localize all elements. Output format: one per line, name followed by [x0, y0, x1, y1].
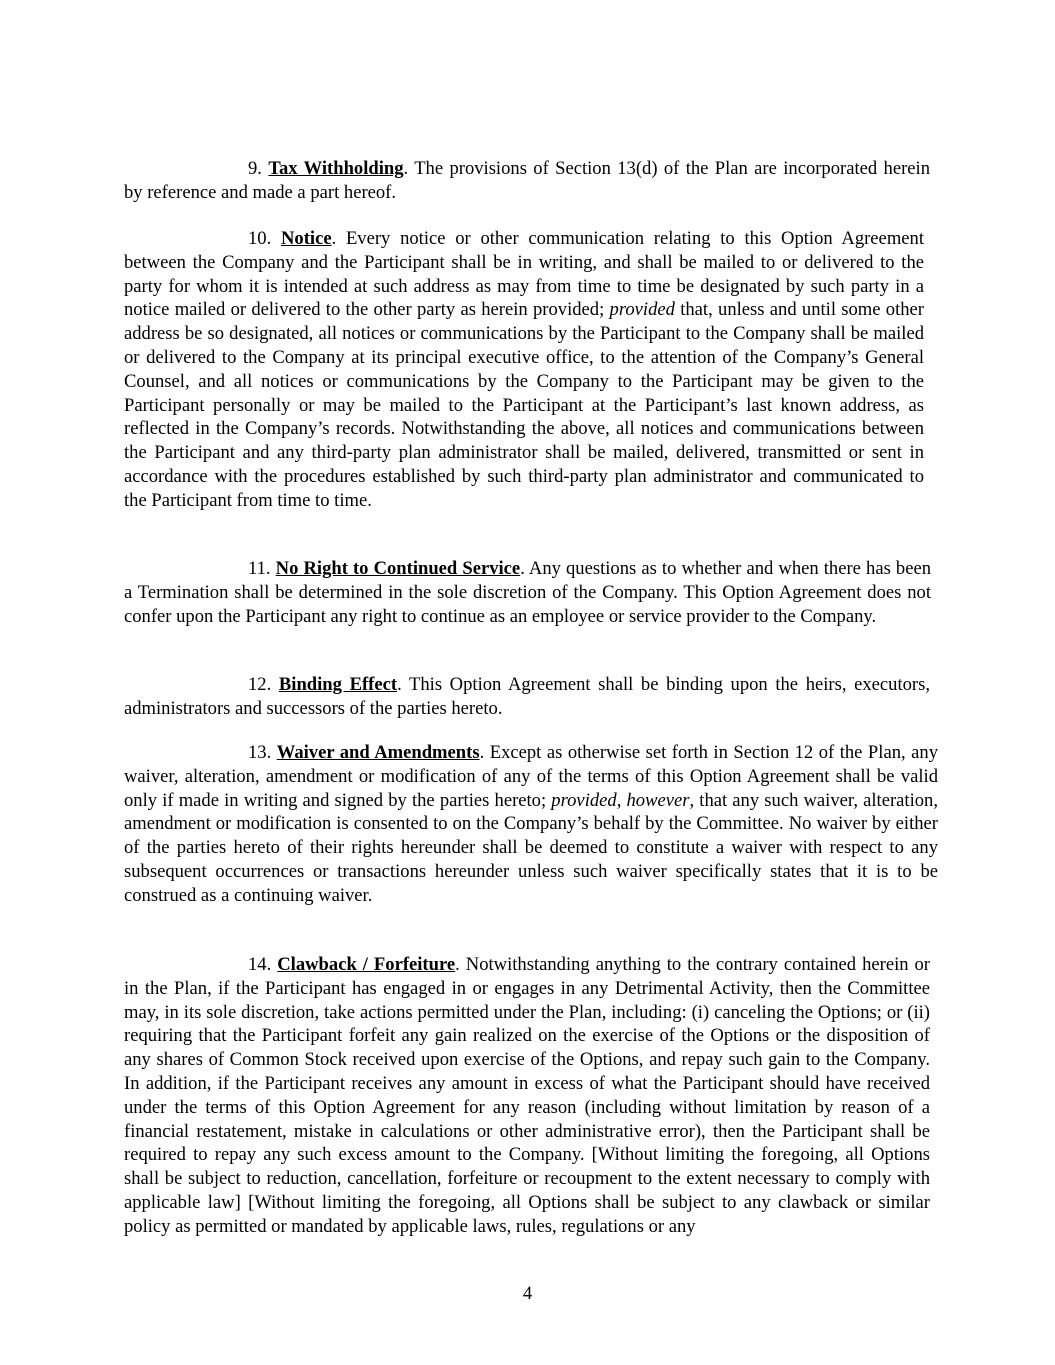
- section-10-text-1: . Every notice or other communication relating to this Option Agreement between the Company and the Participant shall be in writing, and shall be mailed to or delivered to the party for whom it is intended at such address as may from time to time be designated by such party in a notice mailed or delivered to the other party as herein provided;: [124, 228, 924, 321]
- section-12-text: . This Option Agreement shall be binding upon the heirs, executors, administrators and successors of the parties hereto.: [124, 674, 931, 719]
- section-12-number: 12.: [248, 674, 272, 695]
- section-10-italic-provided: provided: [609, 299, 675, 321]
- section-14-number: 14.: [248, 954, 272, 975]
- section-9-text: . The provisions of Section 13(d) of the Plan are incorporated herein by reference and made a part hereof.: [124, 158, 930, 203]
- section-10-heading: Notice: [280, 228, 332, 249]
- section-13-text-1: . Except as otherwise set forth in Section 12 of the Plan, any waiver, alteration, amendment or modification of any of the terms of this Option Agreement shall be valid only if made in writing and signed by the parties hereto;: [124, 742, 938, 811]
- section-11-heading: No Right to Continued Service: [275, 558, 521, 579]
- section-9-paragraph: [124, 157, 930, 205]
- section-10-text-2: that, unless and until some other address be so designated, all notices or communications by the Participant to the Company shall be mailed or delivered to the Company at its principal executive office, to the attention of the Company’s General Counsel, and all notices or communications by the Company to the Participant may be given to the Participant personally or may be mailed to the Participant at the Participant’s last known address, as reflected in the Company’s records. Notwithstanding the above, all notices and communications between the Participant and any third-party plan administrator shall be mailed, delivered, transmitted or sent in accordance with the procedures established by such third-party plan administrator and communicated to the Participant from time to time.: [124, 299, 925, 511]
- section-14-text: . Notwithstanding anything to the contrary contained herein or in the Plan, if the Participant has engaged in or engages in any Detrimental Activity, then the Committee may, in its sole discretion, take actions permitted under the Plan, including: (i) canceling the Options; or (ii) requiring that the Participant forfeit any gain realized on the exercise of the Options or the disposition of any shares of Common Stock received upon exercise of the Options, and repay such gain to the Company. In addition, if the Participant receives any amount in excess of what the Participant should have received under the terms of this Option Agreement for any reason (including without limitation by reason of a financial restatement, mistake in calculations or other administrative error), then the Participant shall be required to repay any such excess amount to the Company. [Without limiting the foregoing, all Options shall be subject to reduction, cancellation, forfeiture or recoupment to the extent necessary to comply with applicable law] [Without limiting the foregoing, all Options shall be subject to any clawback or similar policy as permitted or mandated by applicable laws, rules, regulations or any: [124, 954, 930, 1237]
- section-10-paragraph: [124, 227, 924, 513]
- section-13-text-2: , that any such waiver, alteration, amendment or modification is consented to on the Company’s behalf by the Committee. No waiver by either of the parties hereto of their rights hereunder shall be deemed to constitute a waiver with respect to any subsequent occurrences or transactions hereunder unless such waiver specifically states that it is to be construed as a continuing waiver.: [124, 789, 938, 906]
- section-13-number: 13.: [248, 742, 272, 763]
- section-11-paragraph: [124, 557, 931, 628]
- section-14-heading: Clawback / Forfeiture: [277, 954, 456, 975]
- section-12-paragraph: [124, 673, 930, 721]
- section-12-heading: Binding Effect: [278, 674, 398, 695]
- page-number: 4: [522, 1283, 533, 1304]
- section-9-number: 9.: [248, 158, 262, 179]
- section-9-heading: Tax Withholding: [268, 158, 404, 179]
- section-10-number: 10.: [248, 228, 272, 249]
- section-13-italic-provided-however: provided, however: [551, 789, 690, 811]
- section-14-paragraph: [124, 953, 930, 1239]
- section-11-number: 11.: [248, 558, 271, 579]
- section-13-paragraph: [124, 741, 938, 908]
- section-11-text: . Any questions as to whether and when there has been a Termination shall be determined in the sole discretion of the Company. This Option Agreement does not confer upon the Participant any right to continue as an employee or service provider to the Company.: [124, 558, 931, 627]
- section-13-heading: Waiver and Amendments: [276, 742, 480, 763]
